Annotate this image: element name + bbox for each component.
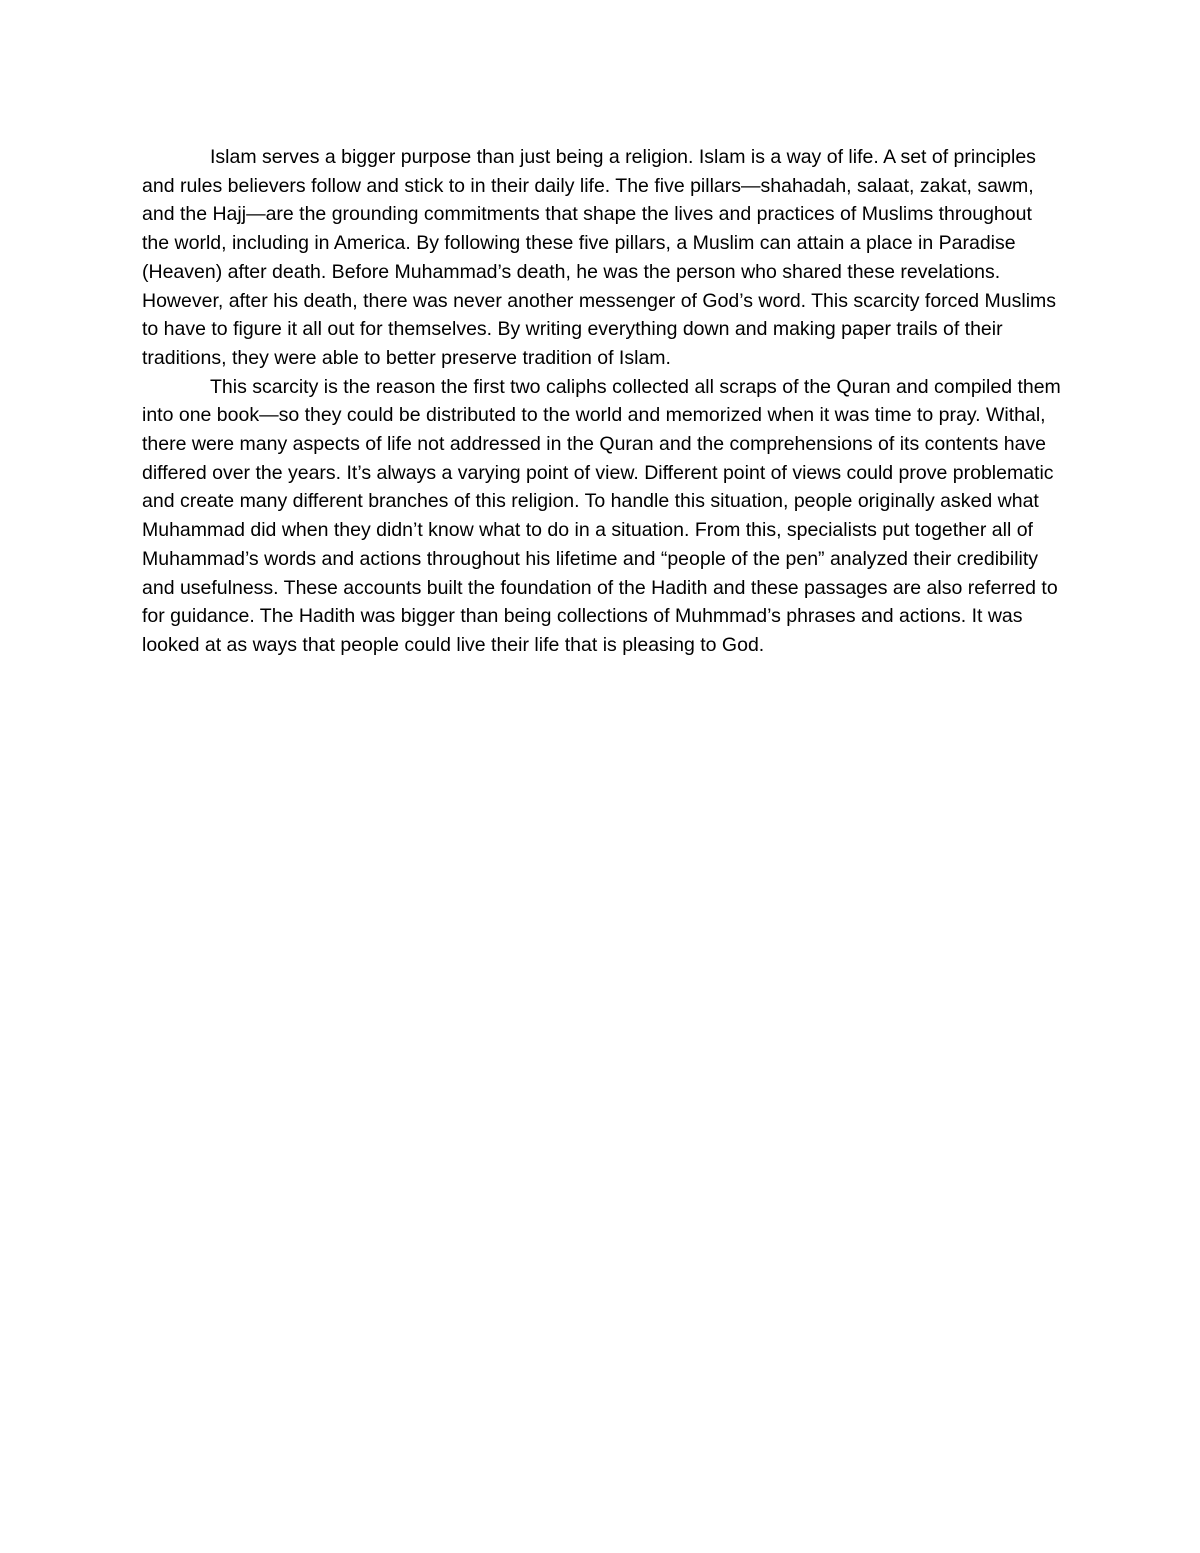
paragraph-2: This scarcity is the reason the first two caliphs collected all scraps of the Quran and compiled them into one book—so they could be distributed to the world and memorized when it was time to pray. Withal, there were many aspects of life not addressed in the Quran and the comprehensions of its contents have differed over the years. It’s always a varying point of view. Different point of views could prove problematic and create many different branches of this religion. To handle this situation, people originally asked what Muhammad did when they didn’t know what to do in a situation. From this, specialists put together all of Muhammad’s words and actions throughout his lifetime and “people of the pen” analyzed their credibility and usefulness. These accounts built the foundation of the Hadith and these passages are also referred to for guidance. The Hadith was bigger than being collections of Muhmmad’s phrases and actions. It was looked at as ways that people could live their life that is pleasing to God. [142, 375, 1061, 656]
document-body [142, 143, 1062, 660]
paragraph-1: Islam serves a bigger purpose than just being a religion. Islam is a way of life. A set of principles and rules believers follow and stick to in their daily life. The five pillars—shahadah, salaat, zakat, sawm, and the Hajj—are the grounding commitments that shape the lives and practices of Muslims throughout the world, including in America. By following these five pillars, a Muslim can attain a place in Paradise (Heaven) after death. Before Muhammad’s death, he was the person who shared these revelations. However, after his death, there was never another messenger of God’s word. This scarcity forced Muslims to have to figure it all out for themselves. By writing everything down and making paper trails of their traditions, they were able to better preserve tradition of Islam. [142, 146, 1057, 369]
